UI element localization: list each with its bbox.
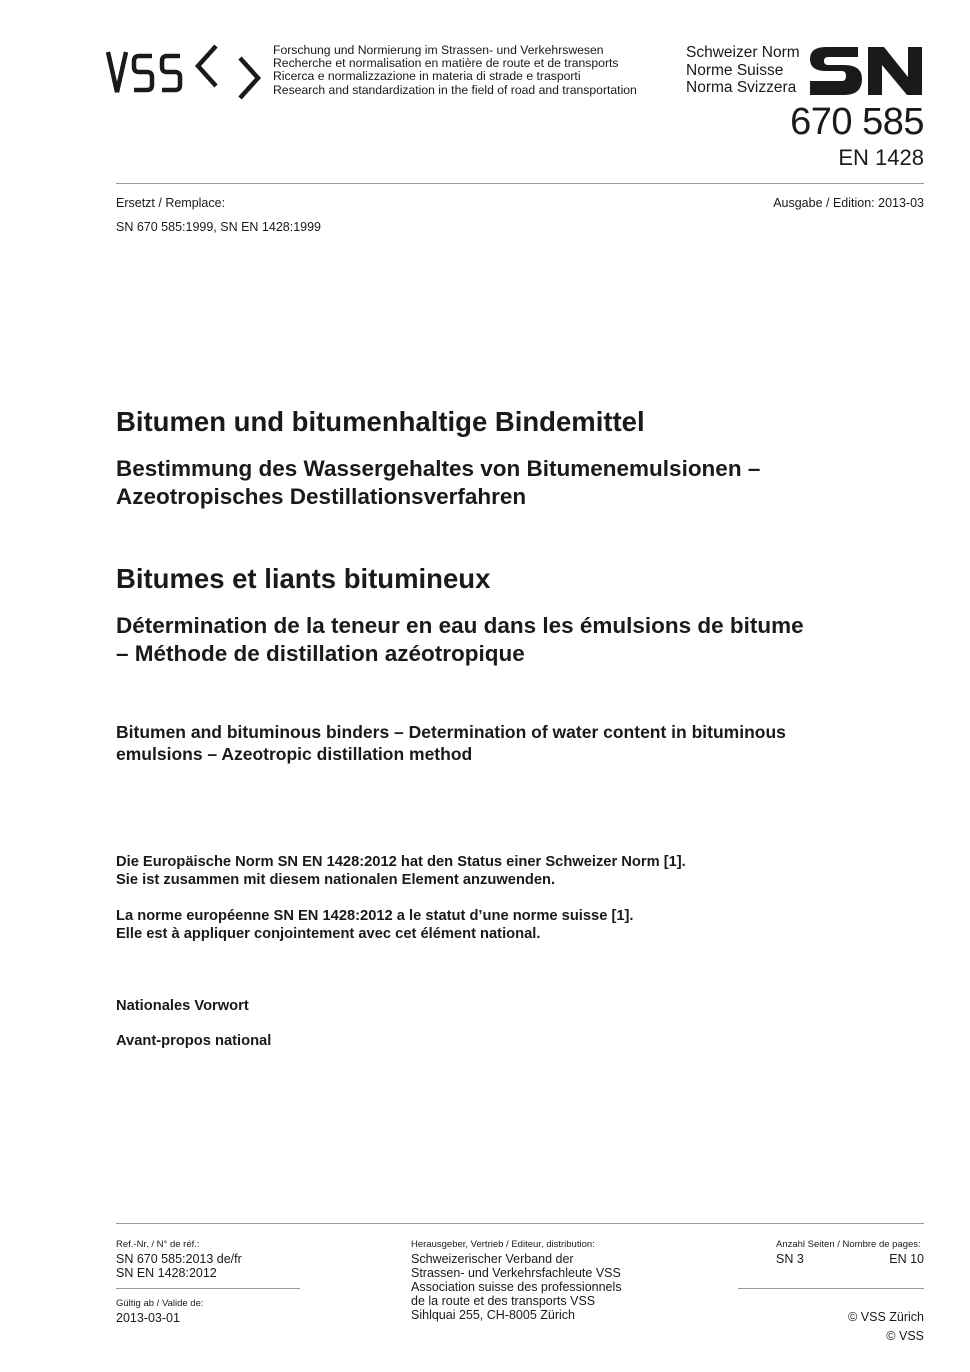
reference-label: Ref.-Nr. / N° de réf.: — [116, 1239, 200, 1250]
status-fr-line2: Elle est à appliquer conjointement avec cet élément national. — [116, 926, 541, 942]
status-de-line2: Sie ist zusammen mit diesem nationalen Element anzuwenden. — [116, 872, 556, 888]
footer-left-divider — [116, 1288, 300, 1289]
title-en — [116, 721, 916, 765]
footer-divider — [116, 1223, 924, 1224]
header-divider — [116, 183, 924, 184]
org-line-de: Forschung und Normierung im Strassen- und Verkehrswesen — [273, 43, 604, 57]
valid-from-label: Gültig ab / Valide de: — [116, 1298, 204, 1309]
subtitle-de — [116, 455, 936, 511]
title-en-line2: emulsions – Azeotropic distillation method — [116, 744, 473, 764]
publisher-line: Schweizerischer Verband der — [411, 1252, 574, 1266]
copyright-vss: © VSS — [886, 1329, 924, 1343]
footer-right-divider — [738, 1288, 924, 1289]
copyright-vss-zurich: © VSS Zürich — [848, 1310, 924, 1324]
title-fr: Bitumes et liants bitumineux — [116, 563, 491, 594]
replaced-label: Ersetzt / Remplace: — [116, 196, 226, 210]
subtitle-fr-line1: Détermination de la teneur en eau dans les émulsions de bitume — [116, 613, 804, 638]
publisher-address — [411, 1252, 622, 1322]
en-number: EN 1428 — [838, 145, 924, 170]
page-count-sn: SN 3 — [776, 1252, 804, 1266]
edition-date: Ausgabe / Edition: 2013-03 — [773, 196, 924, 210]
reference-number-sn: SN 670 585:2013 de/fr — [116, 1252, 242, 1266]
valid-from-date: 2013-03-01 — [116, 1311, 180, 1325]
sn-logo — [808, 43, 924, 97]
subtitle-de-line2: Azeotropisches Destillationsverfahren — [116, 484, 527, 509]
national-foreword-heading-fr: Avant-propos national — [116, 1033, 272, 1049]
organization-description — [273, 44, 637, 97]
status-statement-de — [116, 853, 924, 889]
subtitle-fr — [116, 612, 926, 668]
org-line-en: Research and standardization in the field of road and transportation — [273, 82, 637, 97]
title-de: Bitumen und bitumenhaltige Bindemittel — [116, 406, 645, 437]
publisher-line: Strassen- und Verkehrsfachleute VSS — [411, 1266, 621, 1280]
reference-number-en: SN EN 1428:2012 — [116, 1266, 217, 1280]
vss-logo — [106, 42, 266, 102]
org-line-it: Ricerca e normalizzazione in materia di strade e trasporti — [273, 69, 581, 84]
publisher-line: de la route et des transports VSS — [411, 1294, 596, 1308]
publisher-line: Sihlquai 255, CH-8005 Zürich — [411, 1308, 575, 1322]
page-count-en: EN 10 — [889, 1252, 924, 1266]
national-foreword-heading-de: Nationales Vorwort — [116, 998, 249, 1014]
publisher-label: Herausgeber, Vertrieb / Editeur, distribution: — [411, 1239, 595, 1250]
norm-label-fr: Norme Suisse — [686, 61, 784, 79]
replaced-value: SN 670 585:1999, SN EN 1428:1999 — [116, 220, 322, 234]
norm-labels — [686, 44, 800, 97]
norm-label-de: Schweizer Norm — [686, 44, 800, 61]
norm-label-it: Norma Svizzera — [686, 79, 797, 96]
subtitle-fr-line2: – Méthode de distillation azéotropique — [116, 641, 525, 666]
publisher-line: Association suisse des professionnels — [411, 1280, 622, 1294]
status-de-line1: Die Europäische Norm SN EN 1428:2012 hat den Status einer Schweizer Norm [1]. — [116, 854, 686, 870]
title-en-line1: Bitumen and bituminous binders – Determination of water content in bituminous — [116, 722, 786, 742]
sn-number: 670 585 — [790, 101, 924, 143]
vss-logo-text: VSS — [106, 42, 109, 43]
page-count-label: Anzahl Seiten / Nombre de pages: — [776, 1239, 921, 1250]
status-fr-line1: La norme européenne SN EN 1428:2012 a le statut d’une norme suisse [1]. — [116, 908, 634, 924]
status-statement-fr — [116, 907, 924, 943]
org-line-fr: Recherche et normalisation en matière de route et de transports — [273, 56, 619, 71]
sn-logo-text: SN — [808, 43, 810, 44]
subtitle-de-line1: Bestimmung des Wassergehaltes von Bitumenemulsionen – — [116, 456, 761, 481]
